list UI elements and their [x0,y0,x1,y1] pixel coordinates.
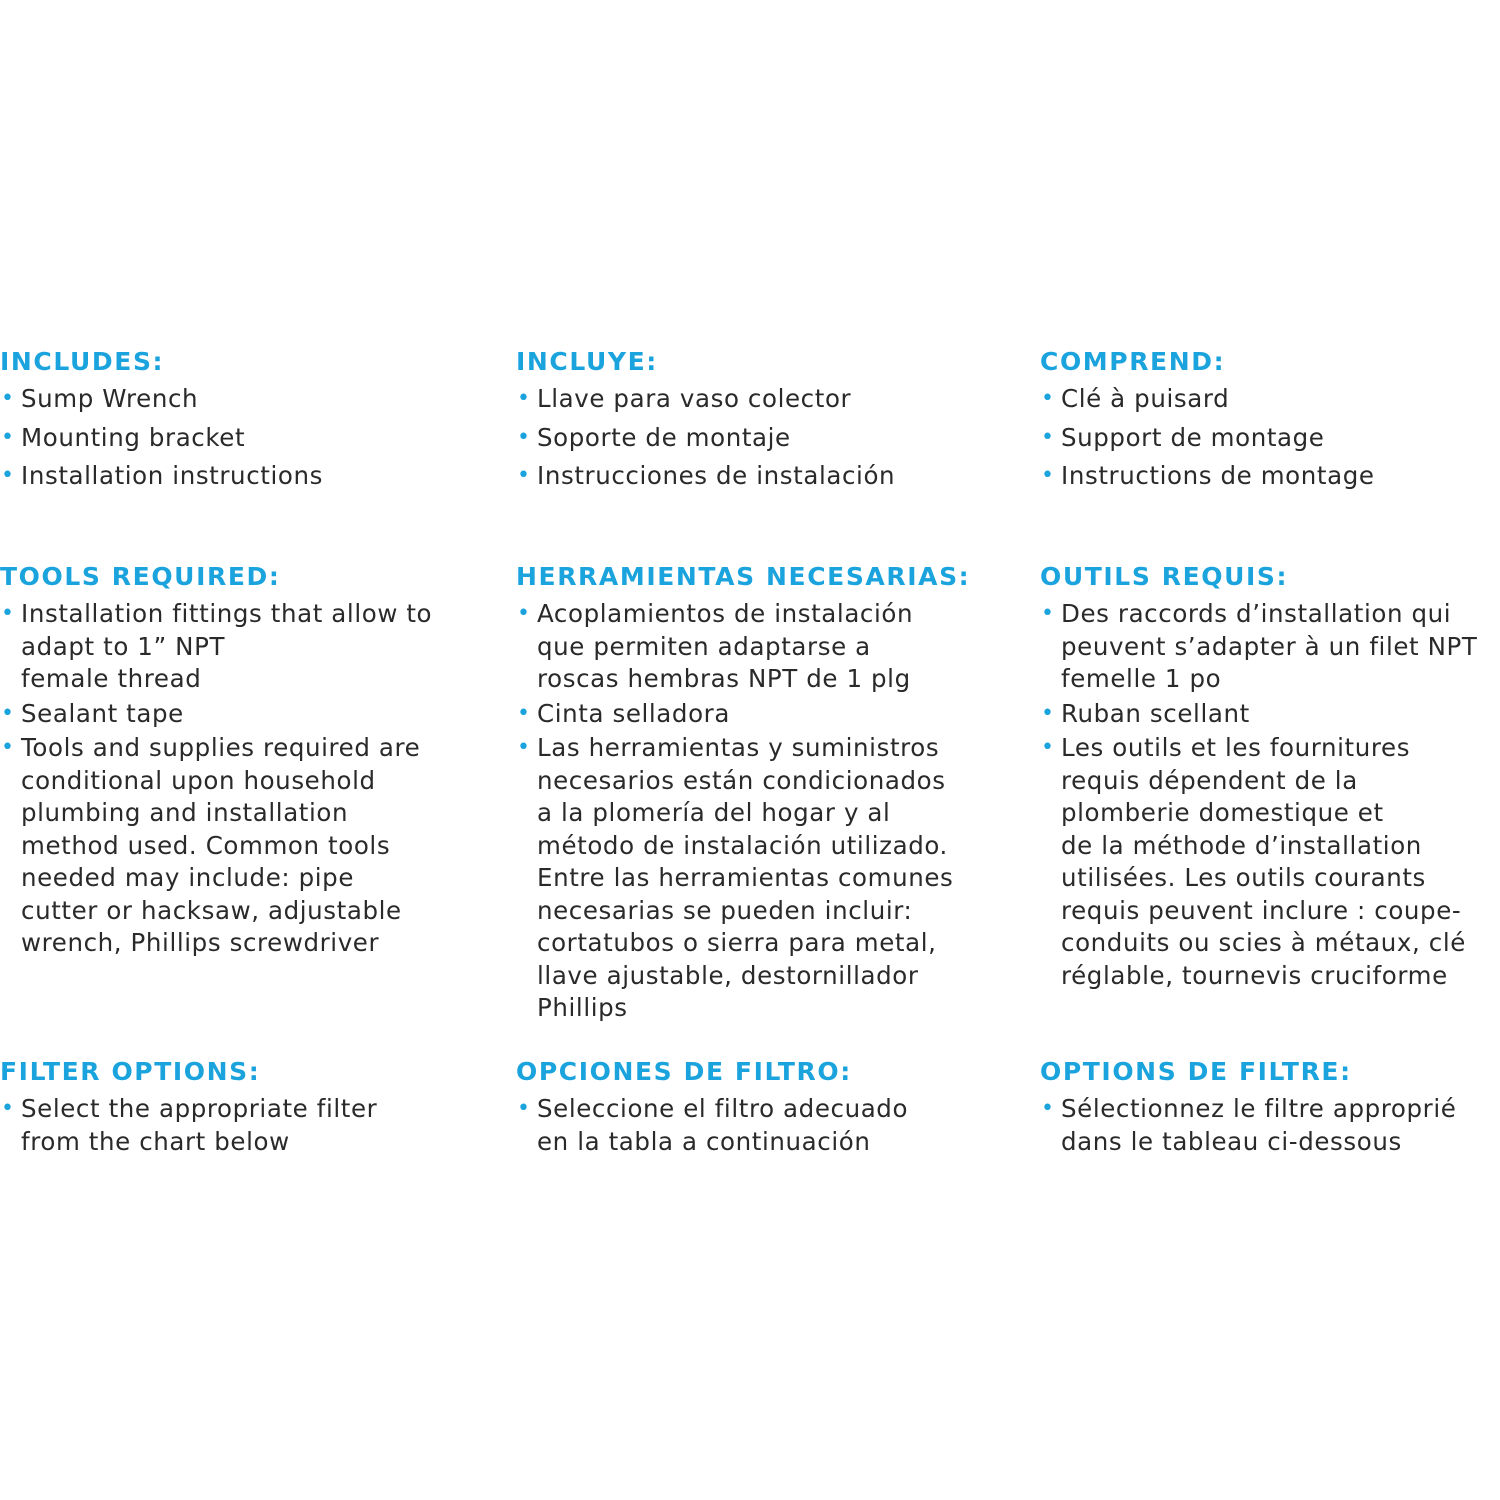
list-item [516,460,996,493]
list-item [516,1093,996,1158]
list-item-text: Acoplamientos de instalación que permiten adaptarse a roscas hembras NPT de 1 plg [537,599,914,693]
tools-list [1040,598,1500,992]
bullet-icon: • [1,386,15,411]
bullet-icon: • [517,424,531,450]
bullet-icon: • [1041,1096,1055,1121]
bullet-icon: • [1041,601,1055,626]
comprend-section [1040,345,1500,499]
includes-list [516,383,996,493]
list-item [0,732,470,960]
section-heading: FILTER OPTIONS: [0,1057,261,1086]
list-item [516,698,996,731]
filter-options-section [0,1055,470,1164]
list-item [0,422,470,455]
herramientas-section [516,560,996,1027]
bullet-icon: • [1,1096,15,1121]
list-item-text: Soporte de montaje [537,422,791,452]
bullet-icon: • [1,735,15,760]
list-item [1040,598,1500,696]
list-item-text: Des raccords d’installation qui peuvent s’adapter à un filet NPT femelle 1 po [1061,599,1478,693]
includes-list [0,383,470,493]
list-item-text: Installation fittings that allow to adapt to 1” NPT female thread [21,599,433,693]
opciones-filtro-section [516,1055,996,1164]
section-heading: TOOLS REQUIRED: [0,562,281,591]
list-item-text: Las herramientas y suministros necesarios están condicionados a la plomería del hogar y al método de instalación utilizado. Entre las herramientas comunes necesarias se pueden incluir: cortatubos o sierra para metal, llave ajustable, destornillador Phillips [537,733,954,1022]
bullet-icon: • [517,1096,531,1121]
list-item-text: Select the appropriate filter from the chart below [21,1094,378,1156]
list-item-text: Instrucciones de instalación [537,461,896,490]
list-item [516,383,996,416]
tools-list [0,598,470,960]
outils-requis-section [1040,560,1500,994]
list-item-text: Installation instructions [21,461,323,490]
list-item [0,460,470,493]
list-item-text: Sélectionnez le filtre approprié dans le tableau ci-dessous [1061,1094,1457,1156]
bullet-icon: • [1041,386,1055,411]
section-heading: OPTIONS DE FILTRE: [1040,1057,1352,1086]
list-item [516,422,996,455]
list-item-text: Sealant tape [21,698,184,728]
list-item-text: Support de montage [1061,422,1325,452]
bullet-icon: • [1041,700,1055,726]
section-heading: OPCIONES DE FILTRO: [516,1057,852,1086]
list-item [1040,383,1500,416]
bullet-icon: • [1041,424,1055,450]
tools-required-section [0,560,470,962]
bullet-icon: • [1,463,15,488]
bullet-icon: • [1,424,15,450]
bullet-icon: • [517,700,531,726]
list-item [1040,422,1500,455]
section-heading: OUTILS REQUIS: [1040,562,1289,591]
list-item [516,732,996,1025]
list-item-text: Sump Wrench [21,384,199,413]
bullet-icon: • [517,735,531,760]
list-item-text: Ruban scellant [1061,698,1250,728]
bullet-icon: • [1041,463,1055,488]
list-item [516,598,996,696]
list-item [0,698,470,731]
section-heading: HERRAMIENTAS NECESARIAS: [516,562,971,591]
bullet-icon: • [1,700,15,726]
tools-list [516,598,996,1025]
list-item-text: Instructions de montage [1061,461,1375,490]
list-item [1040,732,1500,992]
list-item [0,1093,470,1158]
list-item-text: Mounting bracket [21,422,246,452]
list-item-text: Llave para vaso colector [537,384,852,413]
list-item-text: Clé à puisard [1061,384,1230,413]
bullet-icon: • [1,601,15,626]
list-item [1040,460,1500,493]
options-filtre-section [1040,1055,1500,1164]
section-heading: INCLUYE: [516,347,658,376]
bullet-icon: • [517,386,531,411]
bullet-icon: • [1041,735,1055,760]
section-heading: COMPREND: [1040,347,1226,376]
bullet-icon: • [517,601,531,626]
section-heading: INCLUDES: [0,347,165,376]
list-item [1040,698,1500,731]
filter-list [1040,1093,1500,1158]
incluye-section [516,345,996,499]
includes-list [1040,383,1500,493]
list-item [0,383,470,416]
includes-section [0,345,470,499]
list-item-text: Seleccione el filtro adecuado en la tabla a continuación [537,1094,909,1156]
list-item-text: Tools and supplies required are conditional upon household plumbing and installation method used. Common tools needed may include: pipe cutter or hacksaw, adjustable wrench, Phillips screwdriver [21,733,421,957]
list-item [0,598,470,696]
list-item-text: Cinta selladora [537,698,730,728]
filter-list [0,1093,470,1158]
list-item-text: Les outils et les fournitures requis dépendent de la plomberie domestique et de la méthode d’installation utilisées. Les outils courants requis peuvent inclure : coupe- conduits ou scies à métaux, clé réglable, tournevis cruciforme [1061,733,1466,990]
list-item [1040,1093,1500,1158]
bullet-icon: • [517,463,531,488]
filter-list [516,1093,996,1158]
